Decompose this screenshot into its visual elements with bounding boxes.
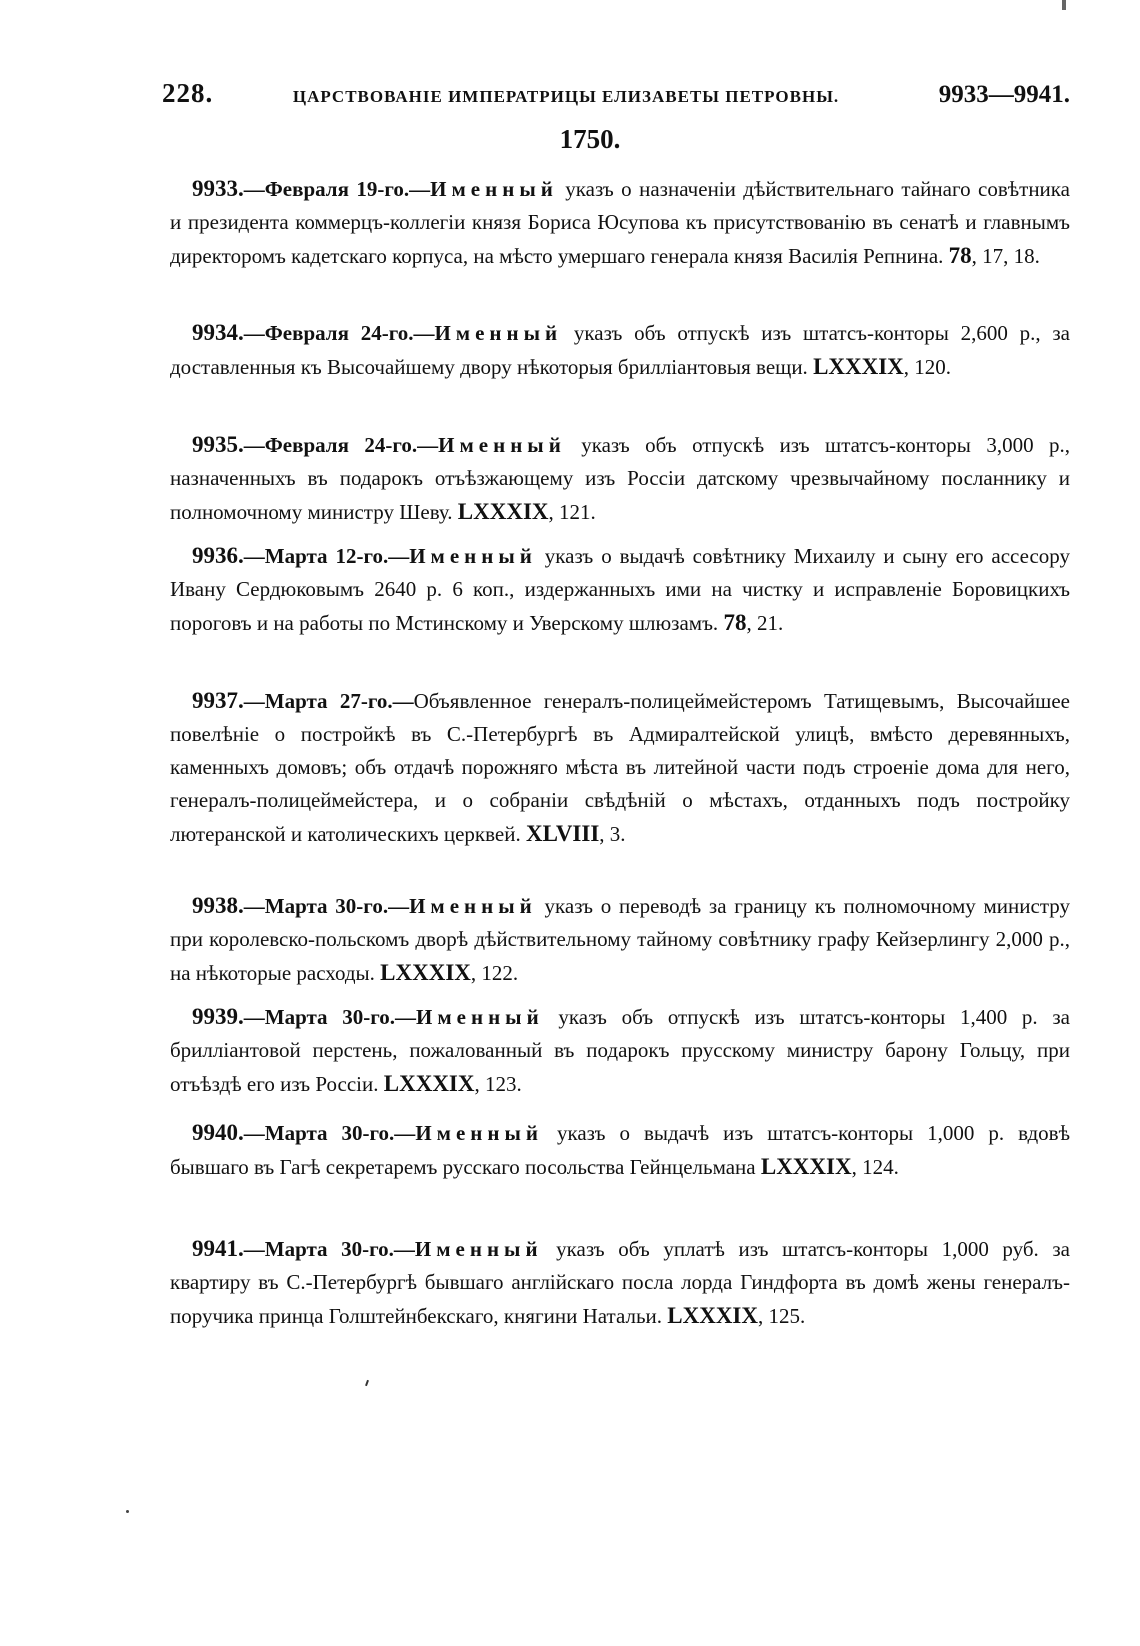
entry-pages: , 17, 18. <box>971 244 1040 268</box>
entry-spaced-word: Именный <box>414 1237 543 1261</box>
entry-range: 9933—9941. <box>938 81 1070 108</box>
entry-date: —Марта 30-го.— <box>243 894 410 918</box>
entry-number: 9934. <box>192 320 244 345</box>
entry-number: 9936. <box>192 543 244 568</box>
entry-pages: , 21. <box>746 611 784 635</box>
entry-volume: LXXXIX <box>760 1154 852 1179</box>
entry-9941 <box>170 1232 1070 1333</box>
entry-volume: LXXXIX <box>383 1071 475 1096</box>
entry-text: указъ о выдачѣ изъ штатсъ-конторы 1,000 р. вдовѣ бывшаго въ Гагѣ секретаремъ русскаго посольства Гейнцельмана <box>170 1121 1070 1179</box>
entry-spaced-word: Именный <box>416 1005 544 1029</box>
entry-pages: , 120. <box>903 355 952 379</box>
entry-text: указъ о назначенiи дѣйствительнаго тайнаго совѣтника и президента коммерцъ-коллегiи князя Бориса Юсупова къ присутствованiю въ сенатѣ и главнымъ директоромъ кадетскаго корпуса, на мѣсто умершаго генерала князя Василiя Репнина. <box>170 177 1070 268</box>
entry-number: 9940. <box>192 1120 244 1145</box>
entry-text: указъ объ отпускѣ изъ штатсъ-конторы 3,000 р., назначенныхъ въ подарокъ отъѣзжающему изъ Россiи датскому чрезвычайному посланнику и полномочному министру Шеву. <box>170 433 1070 524</box>
entry-number: 9939. <box>192 1004 244 1029</box>
stray-dot-mark <box>126 1510 129 1513</box>
entry-9933 <box>170 172 1070 273</box>
entry-pages: , 3. <box>599 822 626 846</box>
entry-spaced-word: Именный <box>409 544 537 568</box>
entry-spaced-word: Именный <box>438 433 566 457</box>
running-header <box>162 78 1070 112</box>
entry-date: —Марта 27-го.— <box>243 689 414 713</box>
entry-spaced-word: Именный <box>415 1121 543 1145</box>
entry-volume: XLVIII <box>525 821 600 846</box>
entry-text: указъ объ отпускѣ изъ штатсъ-конторы 2,600 р., за доставленныя къ Высочайшему двору нѣкоторыя бриллiантовыя вещи. <box>170 321 1070 379</box>
entry-pages: , 123. <box>474 1072 522 1096</box>
entry-number: 9937. <box>192 688 244 713</box>
entry-9935 <box>170 428 1070 529</box>
stray-ink-mark <box>365 1380 369 1386</box>
entry-volume: 78 <box>723 610 747 635</box>
entry-date: —Марта 12-го.— <box>243 544 410 568</box>
entry-9940 <box>170 1116 1070 1184</box>
entry-date: —Февраля 24-го.— <box>243 321 435 345</box>
entry-number: 9938. <box>192 893 244 918</box>
running-title: ЦАРСТВОВАНIЕ ИМПЕРАТРИЦЫ ЕЛИЗАВЕТЫ ПЕТРОВНЫ. <box>292 87 840 106</box>
entry-text: указъ о выдачѣ совѣтнику Михаилу и сыну его ассесору Ивану Сердюковымъ 2640 р. 6 коп., издержанныхъ ими на чистку и исправленiе Боровицкихъ пороговъ и на работы по Мстинскому и Уверскому шлюзамъ. <box>170 544 1070 635</box>
entry-spaced-word: Именный <box>434 321 563 345</box>
entry-9939 <box>170 1000 1070 1101</box>
entry-9938 <box>170 889 1070 990</box>
entry-spaced-word: Именный <box>430 177 558 201</box>
entry-spaced-word: Именный <box>409 894 537 918</box>
entry-text: указъ объ отпускѣ изъ штатсъ-конторы 1,400 р. за бриллiантовой перстень, пожалованный въ подарокъ прусскому министру барону Гольцу, при отъѣздѣ его изъ Россiи. <box>170 1005 1070 1096</box>
entry-9937 <box>170 684 1070 851</box>
entry-volume: LXXXIX <box>813 354 904 379</box>
entry-date: —Февраля 24-го.— <box>243 433 439 457</box>
year-heading: 1750. <box>559 124 621 154</box>
entry-volume: LXXXIX <box>380 960 471 985</box>
entry-date: —Марта 30-го.— <box>243 1237 415 1261</box>
entry-date: —Марта 30-го.— <box>243 1005 417 1029</box>
entry-number: 9935. <box>192 432 244 457</box>
entry-9936 <box>170 539 1070 640</box>
entry-pages: , 125. <box>758 1304 806 1328</box>
entry-text: Объявленное генералъ-полицеймейстеромъ Татищевымъ, Высочайшее повелѣнiе о постройкѣ въ С.-Петербургѣ въ Адмиралтейской улицѣ, вмѣсто деревянныхъ, каменныхъ домовъ; объ отдачѣ порожняго мѣста въ литейной части подъ строенiе дома для него, генералъ-полицеймейстера, и о собранiи свѣдѣнiй о мѣстахъ, отданныхъ подъ постройку лютеранской и католическихъ церквей. <box>170 689 1070 846</box>
page-number: 228. <box>162 78 214 108</box>
entry-text: указъ о переводѣ за границу къ полномочному министру при королевско-польскомъ дворѣ дѣйствительному тайному совѣтнику графу Кейзерлингу 2,000 р., на нѣкоторые расходы. <box>170 894 1070 985</box>
entry-volume: 78 <box>948 243 972 268</box>
entry-number: 9933. <box>192 176 244 201</box>
entry-text: указъ объ уплатѣ изъ штатсъ-конторы 1,000 руб. за квартиру въ С.-Петербургѣ бывшаго англiйскаго посла лорда Гиндфорта въ домѣ жены генералъ-поручика принца Голштейнбекскаго, княгини Натальи. <box>170 1237 1070 1328</box>
entry-volume: LXXXIX <box>457 499 549 524</box>
entry-number: 9941. <box>192 1236 244 1261</box>
corner-scan-mark <box>1062 0 1066 10</box>
entry-9934 <box>170 316 1070 384</box>
entry-pages: , 121. <box>548 500 596 524</box>
entry-pages: , 124. <box>851 1155 899 1179</box>
entry-volume: LXXXIX <box>667 1303 758 1328</box>
entry-pages: , 122. <box>470 961 519 985</box>
entry-date: —Марта 30-го.— <box>243 1121 416 1145</box>
entry-date: —Февраля 19-го.— <box>243 177 431 201</box>
